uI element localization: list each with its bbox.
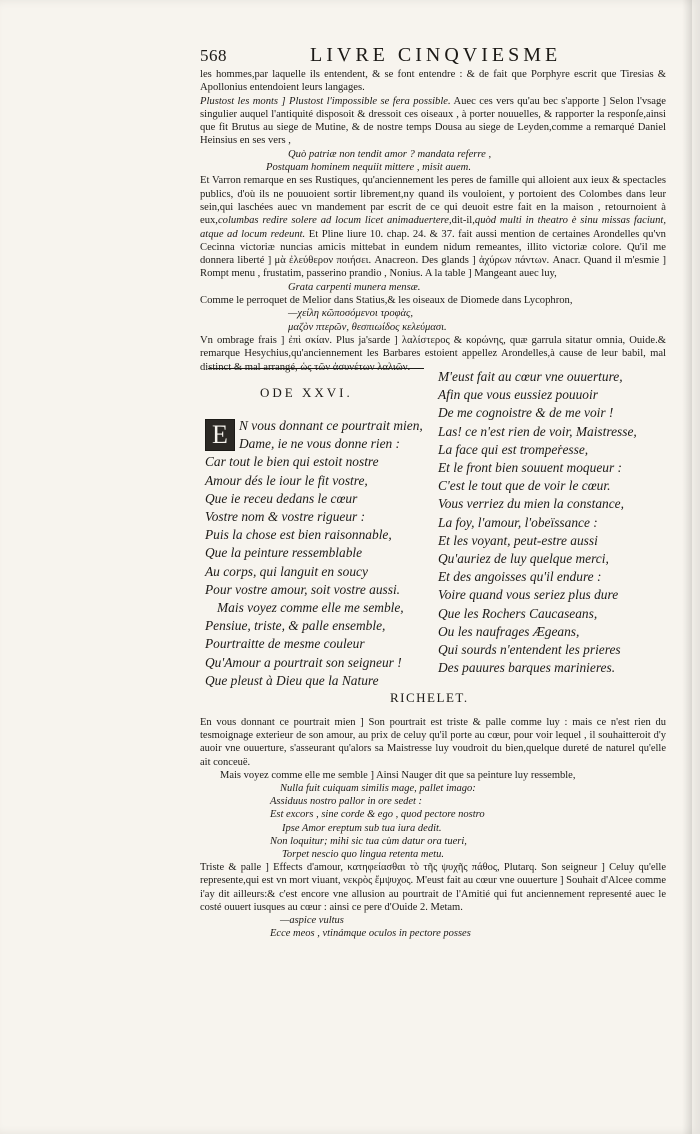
poem-left-column <box>205 417 430 690</box>
poem-line: Et les voyant, peut-estre aussi <box>438 532 598 548</box>
poem-line: Voire quand vous seriez plus dure <box>438 587 619 603</box>
poem-line: Pensiue, triste, & palle ensemble, <box>205 618 386 634</box>
poem-line: Des pauures barques marinieres. <box>438 660 616 676</box>
poem-line: Qui sourds n'entendent les prieres <box>438 642 621 658</box>
commentary-title: RICHELET. <box>390 690 469 705</box>
prose-line: Vn ombrage frais ] ἐπὶ σκίαν. Plus ja'sarde ] λαλίστερος & κορώνης, quæ garrula sitatur omnia, Ouide.& remarque Hesychius,qu'anciennement les Barbares estoient appellez Arondelles,à cause de leur babil, mal distinct & mal arrangé, ὡς τῶν ἀσυνέτων λαλιῶν. <box>200 334 666 373</box>
latin-quote: Postquam hominem nequiit mittere , misit auem. <box>266 162 471 174</box>
poem-line: C'est le tout que de voir le cœur. <box>438 478 611 494</box>
section-rule <box>208 368 424 369</box>
poem-line: Vostre nom & vostre rigueur : <box>205 509 366 525</box>
dropcap-initial: E <box>205 419 235 451</box>
prose-line: Plustost les monts ] Plustost l'impossible se fera possible. Auec ces vers qu'au bec s'apporte ] Selon l'vsage singulier auquel l'antiquité disposoit & dressoit ces oiseaux , à porter nouuelles, & rapporter la responſe,ainsi que fit Brutus au siege de Mutine, & de nostre temps Dousa au siege de Leyden,comme a remarqué Daniel Heinsius en ses vers , <box>200 95 666 147</box>
poem-line: Pourtraitte de mesme couleur <box>205 636 365 652</box>
ode-title: ODE XXVI. <box>260 385 353 400</box>
poem-line: Au corps, qui languit en soucy <box>205 563 368 579</box>
latin-quote: Assiduus nostro pallor in ore sedet : <box>270 796 423 808</box>
poem-line: De me cognoistre & de me voir ! <box>438 405 614 421</box>
poem-line: Puis la chose est bien raisonnable, <box>205 527 392 543</box>
page-number: 568 <box>200 46 227 65</box>
poem-line: Car tout le bien qui estoit nostre <box>205 454 379 470</box>
poem-line: Et des angoisses qu'il endure : <box>438 569 602 585</box>
poem-line: M'eust fait au cœur vne ouuerture, <box>438 369 623 384</box>
prose-line: Et Varron remarque en ses Rustiques, qu'anciennement les peres de famille qui alloient aux ieux & spectacles publics, d'où ils ne pouuoient sortir librement,ny quand ils vouloient, y portoient des Colombes dans leur sein,qui laschées auec vn mandement par escrit de ce qui deuoit estre fait en la maison , retournoient à eux,columbas redire solere ad locum licet animaduertere,dit-il,quòd multi in theatro è sinu missas faciunt, atque ad locum redeunt. Et Pline liure 10. chap. 24. & 37. fait aussi mention de certaines Arondelles qu'vn Cecinna victoriæ nuncias amicis mittebat in eundem nidum remeantes, illito victoriæ colore. Qu'il me donnera liberté ] μὰ ἐλεύθερον ποιήσει. Anacreon. Des glands ] ἀχύρων πάντων. Anacr. Quand il m'esmie ] Rompt menu , frustatim, passerino prandio , Nonius. A la table ] Mangeant auec luy, <box>200 175 666 280</box>
prose-line: les hommes,par laquelle ils entendent, & se font entendre : & de fait que Porphyre escrit que Tiresias & Apollonius entendoient leurs langages. <box>200 69 666 94</box>
greek-quote: —χείλη κῶποσόμενοι τροφὰς, <box>288 308 414 320</box>
poem-line: Las! ce n'est rien de voir, Maistresse, <box>438 423 637 439</box>
commentary-line: Mais voyez comme elle me semble ] Ainsi Nauger dit que sa peinture luy ressemble, <box>220 769 576 781</box>
prose-notes <box>200 68 666 374</box>
poem-line: La foy, l'amour, l'obeïssance : <box>438 514 598 530</box>
poem-right-column <box>438 368 668 677</box>
latin-quote: Est excors , sine corde & ego , quod pectore nostro <box>270 809 485 821</box>
greek-quote: μαζὸν πτερῶν, θεσπιωίδος κελεύμασι. <box>288 321 447 333</box>
poem-line: Ou les naufrages Ægeans, <box>438 623 580 639</box>
latin-quote: Torpet nescio quo lingua retenta metu. <box>282 849 444 861</box>
poem-line: La face qui est trompeṙesse, <box>438 441 589 457</box>
poem-line: Que la peinture ressemblable <box>205 545 363 561</box>
commentary-line: Triste & palle ] Effects d'amour, κατηφείασθαι τὸ τῆς ψυχῆς πάθος, Plutarq. Son seigneur ] Celuy qu'elle represente,qui est vn mort viuant, νεκρὸς ἔμψυχος. M'eust fait au cœur vne ouuerture ] Souhait d'Alcee comme i'ay dit ailleurs:& c'est encore vne allusion au pourtrait de l'Amitié qui fut anciennement representé auec le costé ouuert iusques au cœur : ainsi ce pere d'Ouide 2. Metam. <box>200 862 667 913</box>
latin-quote: Quò patriæ non tendit amor ? mandata referre , <box>288 148 492 160</box>
prose-line: Comme le perroquet de Melior dans Statius,& les oiseaux de Diomede dans Lycophron, <box>200 295 573 307</box>
page-header <box>200 44 666 70</box>
poem-line: Que ie receu dedans le cœur <box>205 490 358 506</box>
poem-line: Amour dés le iour le fit vostre, <box>205 472 368 488</box>
latin-quote: Grata carpenti munera mensæ. <box>288 281 421 293</box>
poem-line: Que les Rochers Caucaseans, <box>438 605 598 621</box>
poem-line: Que pleust à Dieu que la Nature <box>205 672 379 688</box>
latin-quote: Ecce meos , vtinámque oculos in pectore posses <box>270 928 471 940</box>
latin-quote: —aspice vultus <box>280 915 344 927</box>
latin-quote: Ipse Amor ereptum sub tua iura dedit. <box>282 822 442 834</box>
latin-quote: Non loquitur; mihi sic tua cùm datur ora tueri, <box>270 835 467 847</box>
page-gutter-shadow <box>682 0 692 1134</box>
poem-line: Afin que vous eussiez pouuoir <box>438 387 598 403</box>
poem-line: Vous verriez du mien la constance, <box>438 496 624 512</box>
poem-line: Et le front bien souuent moqueur : <box>438 460 622 476</box>
poem-line: Dame, ie ne vous donne rien : <box>239 436 401 452</box>
poem-line: Qu'auriez de luy quelque merci, <box>438 551 609 567</box>
poem-line: E N vous donnant ce pourtrait mien, <box>205 417 430 435</box>
poem-line: Pour vostre amour, soit vostre aussi. <box>205 581 401 597</box>
running-title: LIVRE CINQVIESME <box>310 44 562 66</box>
commentary-line: En vous donnant ce pourtrait mien ] Son pourtrait est triste & palle comme luy : mais ce n'est rien du tesmoignage exterieur de son amour, au prix de celuy qu'il porte au cœur, pour voir lequel , il souhaitteroit d'y auoir vne ouuerture, s'asseurant qu'alors sa Maistresse luy voudroit du bien,quelque dureté de naturel qu'elle ait conceuë. <box>200 717 666 768</box>
commentary-notes <box>200 716 666 940</box>
latin-quote: Nulla fuit cuiquam similis mage, pallet imago: <box>280 783 476 795</box>
poem-line: Qu'Amour a pourtrait son seigneur ! <box>205 654 402 670</box>
poem-line: Mais voyez comme elle me semble, <box>217 600 404 616</box>
